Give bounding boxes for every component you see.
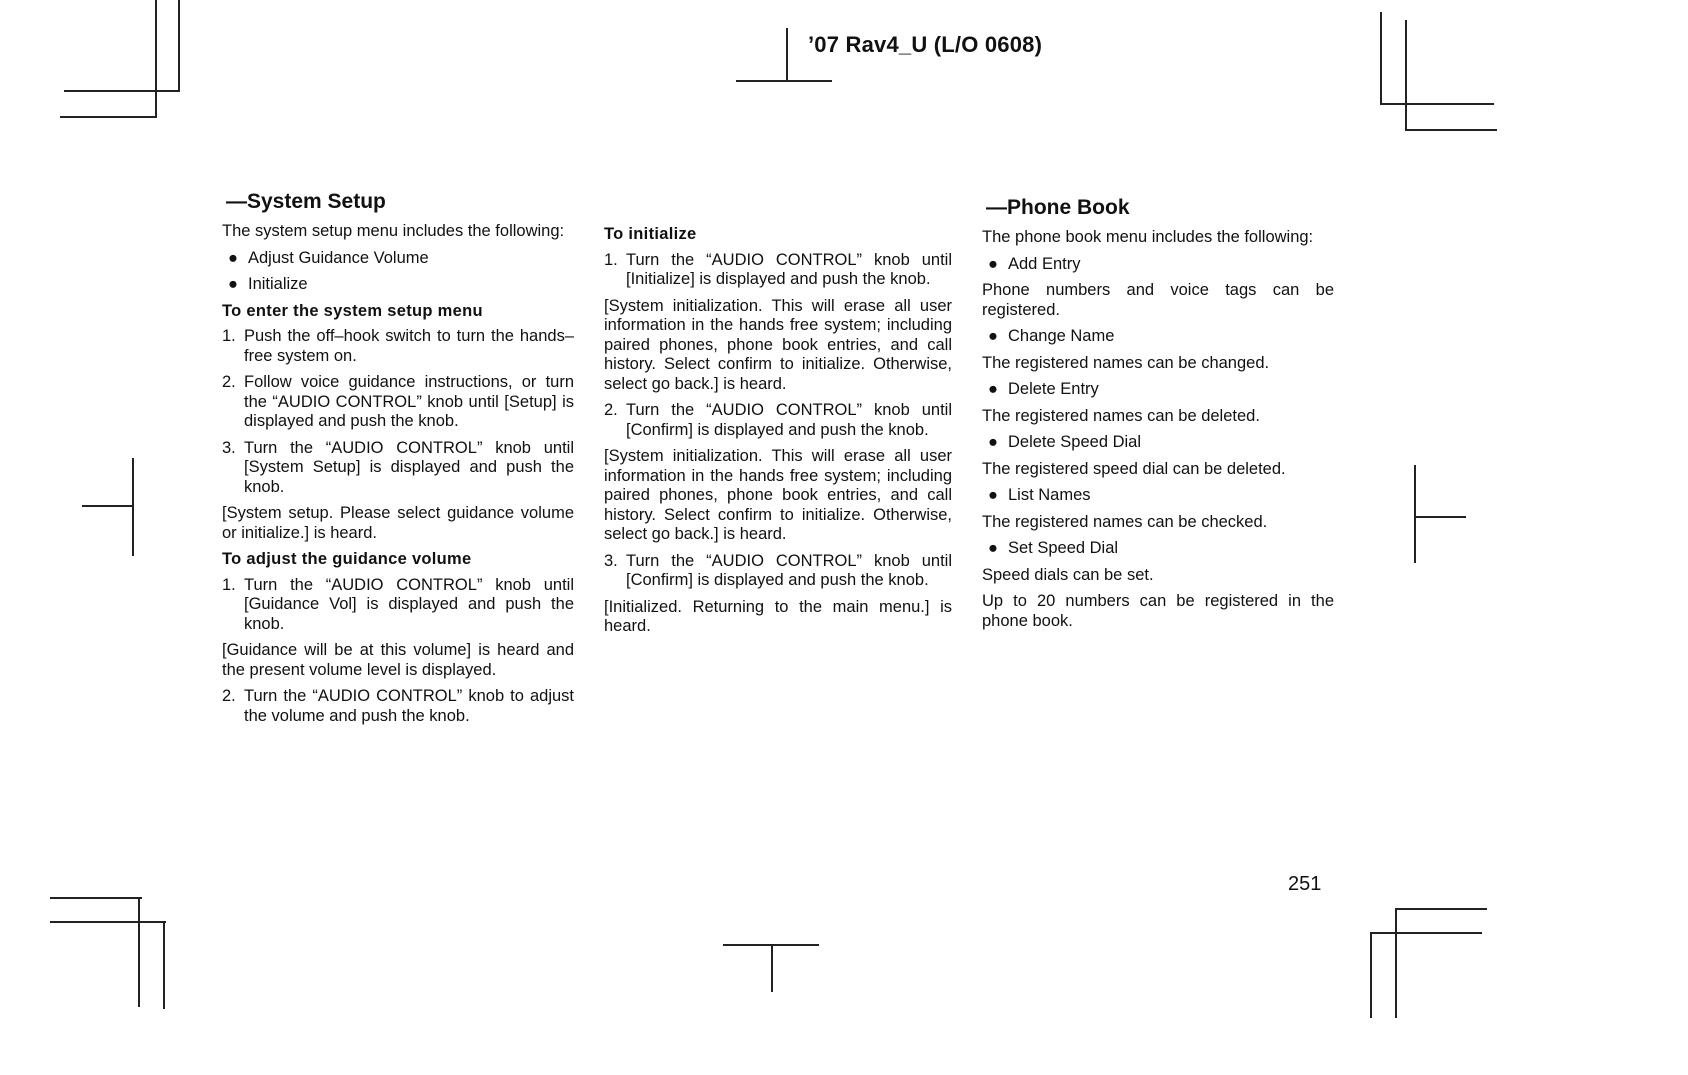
list-item: ● List Names	[988, 486, 1091, 504]
step: 1. Push the off–hook switch to turn the hands–free system on.	[222, 327, 574, 365]
voice-prompt: [Guidance will be at this volume] is heard and the present volume level is displayed.	[222, 641, 574, 679]
step: 1. Turn the “AUDIO CONTROL” knob until [Initialize] is displayed and push the knob.	[604, 250, 952, 288]
voice-prompt: [System initialization. This will erase all user information in the hands free system; including paired phones, phone book entries, and call history. Select confirm to initialize. Otherwise, select go back.] is heard.	[604, 447, 952, 543]
list-item: ● Add Entry	[988, 254, 1081, 273]
voice-prompt: [System setup. Please select guidance volume or initialize.] is heard.	[222, 504, 574, 542]
item-description: The registered speed dial can be deleted.	[982, 459, 1286, 478]
crop-mark	[64, 90, 179, 92]
crop-mark	[1370, 932, 1372, 1018]
enter-menu-heading: To enter the system setup menu	[222, 301, 483, 320]
step: 1. Turn the “AUDIO CONTROL” knob until [Guidance Vol] is displayed and push the knob.	[222, 575, 574, 633]
crop-mark	[1414, 465, 1416, 563]
list-item: ● Initialize	[228, 275, 308, 293]
list-item: ● Set Speed Dial	[988, 539, 1119, 557]
crop-mark	[60, 116, 156, 118]
item-description: Speed dials can be set.	[982, 565, 1154, 584]
bullet-icon: ●	[988, 327, 998, 345]
list-item: ● Adjust Guidance Volume	[228, 248, 429, 267]
voice-prompt: [System initialization. This will erase all user information in the hands free system; including paired phones, phone book entries, and call history. Select confirm to initialize. Otherwise, select go back.] is heard.	[604, 296, 952, 393]
bullet-icon: ●	[228, 275, 238, 293]
step: 2. Follow voice guidance instructions, or turn the “AUDIO CONTROL” knob until [Setup] is displayed and push the knob.	[222, 373, 574, 430]
bullet-icon: ●	[988, 433, 998, 451]
crop-mark	[1370, 932, 1482, 934]
crop-mark	[1395, 908, 1397, 1018]
bullet-icon: ●	[988, 254, 998, 273]
system-setup-column	[222, 190, 574, 733]
step: 3. Turn the “AUDIO CONTROL” knob until [Confirm] is displayed and push the knob.	[604, 551, 952, 589]
crop-mark	[1405, 20, 1407, 130]
crop-mark	[82, 505, 133, 507]
item-description: The registered names can be deleted.	[982, 406, 1260, 425]
crop-mark	[1405, 129, 1497, 131]
phone-book-column	[982, 196, 1334, 638]
document-id-header: ’07 Rav4_U (L/O 0608)	[808, 32, 1043, 57]
crop-mark	[50, 921, 166, 923]
crop-mark	[1380, 12, 1382, 104]
list-item: ● Delete Entry	[988, 380, 1099, 398]
phone-book-title: —Phone Book	[986, 196, 1130, 219]
initialize-heading: To initialize	[604, 225, 697, 243]
crop-mark	[786, 28, 788, 82]
phone-book-note: Up to 20 numbers can be registered in the phone book.	[982, 592, 1334, 630]
bullet-icon: ●	[988, 380, 998, 398]
crop-mark	[178, 0, 180, 92]
step: 3. Turn the “AUDIO CONTROL” knob until [System Setup] is displayed and push the knob.	[222, 438, 574, 496]
initialize-column	[604, 225, 952, 644]
bullet-icon: ●	[228, 248, 238, 267]
bullet-icon: ●	[988, 539, 998, 557]
item-description: Phone numbers and voice tags can be registered.	[982, 281, 1334, 319]
list-item: ● Delete Speed Dial	[988, 433, 1141, 451]
bullet-icon: ●	[988, 486, 998, 504]
crop-mark	[155, 0, 157, 118]
crop-mark	[132, 458, 134, 556]
crop-mark	[138, 897, 140, 1007]
list-item: ● Change Name	[988, 327, 1115, 345]
adjust-volume-heading: To adjust the guidance volume	[222, 550, 472, 568]
system-setup-title: —System Setup	[226, 190, 386, 213]
phone-book-intro: The phone book menu includes the following:	[982, 228, 1314, 246]
crop-mark	[771, 944, 773, 992]
item-description: The registered names can be checked.	[982, 512, 1268, 531]
crop-mark	[1414, 516, 1466, 518]
system-setup-intro: The system setup menu includes the following:	[222, 222, 565, 240]
crop-mark	[736, 80, 832, 82]
crop-mark	[1395, 908, 1487, 910]
item-description: The registered names can be changed.	[982, 353, 1270, 372]
step: 2. Turn the “AUDIO CONTROL” knob to adjust the volume and push the knob.	[222, 687, 574, 725]
step: 2. Turn the “AUDIO CONTROL” knob until [Confirm] is displayed and push the knob.	[604, 401, 952, 439]
page-number: 251	[1288, 873, 1322, 895]
crop-mark	[163, 921, 165, 1009]
crop-mark	[50, 897, 142, 899]
voice-prompt: [Initialized. Returning to the main menu.] is heard.	[604, 597, 952, 635]
crop-mark	[1380, 103, 1494, 105]
